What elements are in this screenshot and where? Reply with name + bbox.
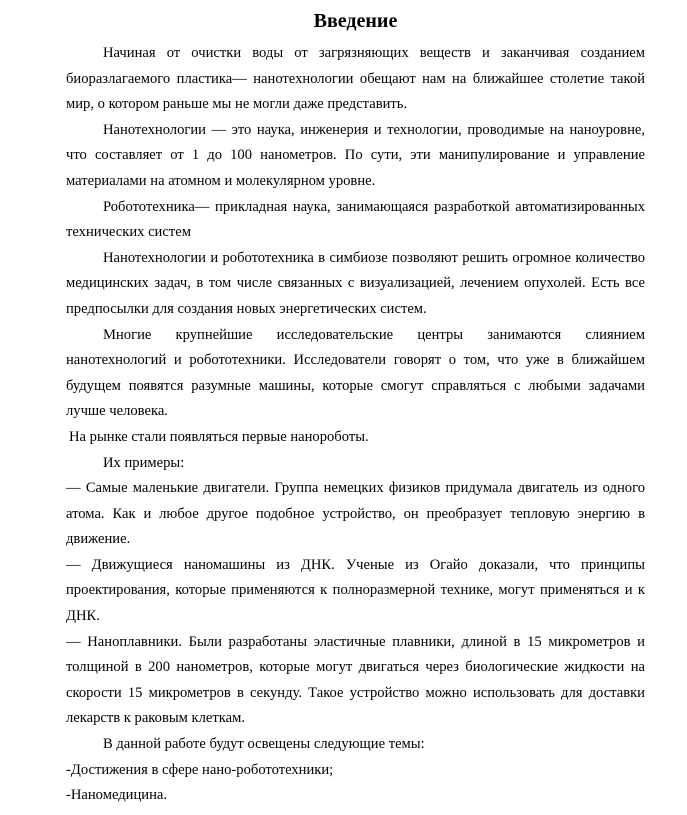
list-item-engines: — Самые маленькие двигатели. Группа немецких физиков придумала двигатель из одного атома. Как и любое другое подобное устройство, он преобразует тепловую энергию в движение. [66,480,645,548]
paragraph-symbiosis: Нанотехнологии и робототехника в симбиозе позволяют решить огромное количество медицинских задач, в том числе связанных с визуализацией, лечением опухолей. Есть все предпосылки для создания новых энергетических систем. [66,249,645,317]
paragraph-robotics-definition: Робототехника— прикладная наука, занимающаяся разработкой автоматизированных технических систем [66,198,645,241]
list-item-dna-machines: — Движущиеся наномашины из ДНК. Ученые из Огайо доказали, что принципы проектирования, которые применяются к полноразмерной технике, могут применяться и к ДНК. [66,556,645,625]
paragraph-first-nanorobots: На рынке стали появляться первые нанороботы. [69,428,369,445]
list-item-nanofins: — Наноплавники. Были разработаны эластичные плавники, длиной в 15 микрометров и толщиной в 200 нанометров, которые могут двигаться через биологические жидкости на скорости 15 микрометров в секунду. Такое устройство можно использовать для доставки лекарств к раковым клеткам. [66,633,645,727]
paragraph-topics-heading: В данной работе будут освещены следующие темы: [103,736,425,753]
list-item-topic-nanomedicine: -Наномедицина. [66,787,168,804]
paragraph-nanotech-definition: Нанотехнологии — это наука, инженерия и технологии, проводимые на наноуровне, что составляет от 1 до 100 нанометров. По сути, эти манипулирование и управление материалами на атомном и молекулярном уровне. [66,121,645,189]
page-title: Введение [313,10,398,32]
paragraph-intro: Начиная от очистки воды от загрязняющих веществ и заканчивая созданием биоразлагаемого пластика— нанотехнологии обещают нам на ближайшее столетие такой мир, о котором раньше мы не могли даже представить. [66,45,645,113]
document-page [66,0,645,809]
paragraph-research-centers: Многие крупнейшие исследовательские центры занимаются слиянием нанотехнологий и робототехники. Исследователи говорят о том, что уже в ближайшем будущем появятся разумные машины, которые смогут справляться с любыми задачами лучше человека. [66,326,645,420]
paragraph-examples-heading: Их примеры: [103,454,185,471]
list-item-topic-achievements: -Достижения в сфере нано-робототехники; [66,761,334,778]
